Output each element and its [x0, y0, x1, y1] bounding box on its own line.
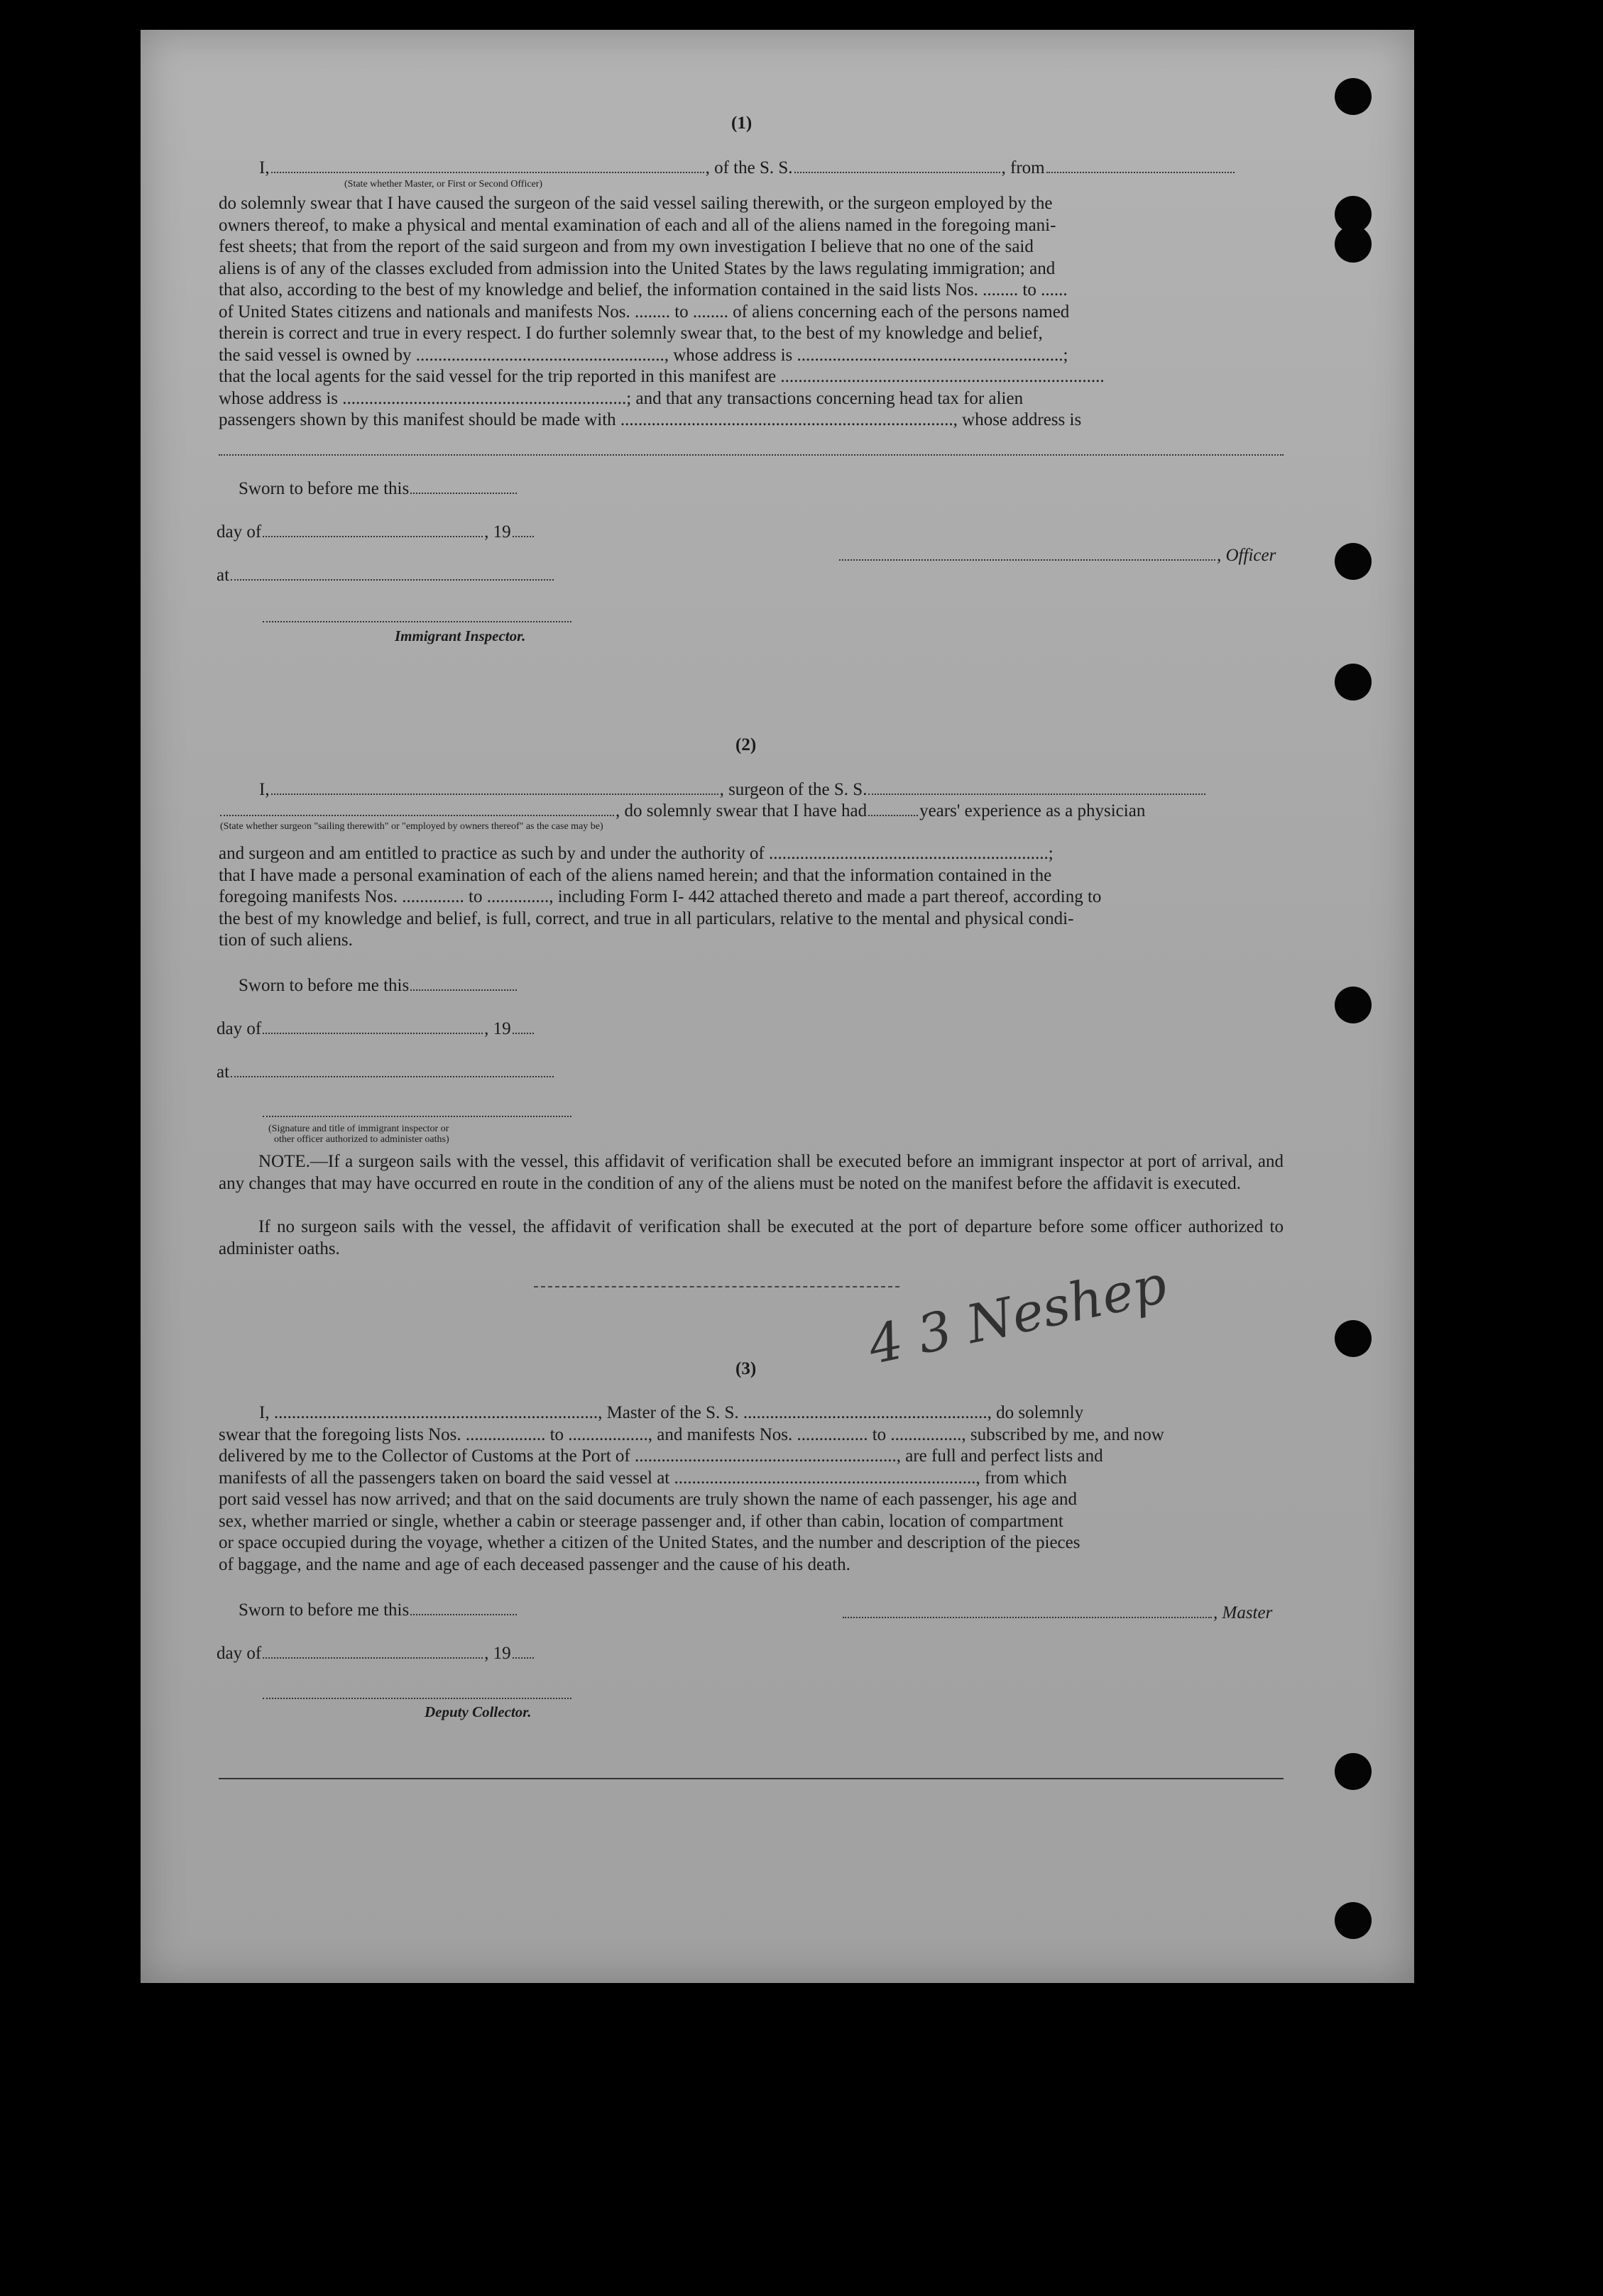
blank-field	[513, 520, 534, 537]
blank-field	[794, 156, 1000, 173]
bottom-rule	[219, 1778, 1284, 1779]
officer-hint: (State whether Master, or First or Second Officer)	[344, 179, 543, 189]
body-line: fest sheets; that from the report of the said surgeon and from my own investigation I believe that no one of the said	[219, 237, 1034, 256]
body-line: whose address is ................................................................; and that any transactions concerning head tax for alien	[219, 388, 1024, 408]
note-text: —If a surgeon sails with the vessel, this affidavit of verification shall be executed before an immigrant inspector at port of arrival, and any changes that may have occurred en route in the condition of any of the aliens must be noted on the manifest before the affidavit is executed.	[219, 1152, 1284, 1193]
body-line: owners thereof, to make a physical and mental examination of each and all of the aliens named in the foregoing mani-	[219, 215, 1056, 235]
blank-field	[271, 778, 718, 795]
body-line: or space occupied during the voyage, whether a citizen of the United States, and the number and description of the pieces	[219, 1533, 1080, 1552]
blank-field	[231, 564, 554, 581]
day-label: day of	[217, 522, 262, 542]
blank-field	[843, 1601, 1212, 1618]
signature-hint: (Signature and title of immigrant inspector or	[268, 1124, 449, 1134]
sworn-label: Sworn to before me this	[239, 1600, 410, 1620]
blank-field	[220, 799, 614, 816]
blank-field	[263, 1017, 483, 1034]
binder-hole	[1335, 664, 1372, 701]
oath-from-label: , from	[1001, 158, 1045, 177]
oath-swear-label: , do solemnly swear that I have had	[616, 801, 868, 820]
surgeon-hint: (State whether surgeon "sailing therewith" or "employed by owners thereof" as the case may be)	[220, 821, 603, 832]
year-label: , 19	[484, 1644, 511, 1663]
binder-hole	[1335, 987, 1372, 1023]
binder-hole	[1335, 1753, 1372, 1790]
at-line	[217, 564, 555, 586]
body-line: do solemnly swear that I have caused the surgeon of the said vessel sailing therewith, or the surgeon employed by the	[219, 194, 1053, 213]
oath-vessel-label: , surgeon of the S. S.	[719, 780, 868, 799]
blank-field	[513, 1017, 534, 1034]
blank-field	[868, 799, 918, 816]
body-line: the best of my knowledge and belief, is full, correct, and true in all particulars, relative to the mental and physical condi-	[219, 908, 1074, 928]
oath-vessel-label: , of the S. S.	[705, 158, 793, 177]
body-line: aliens is of any of the classes excluded from admission into the United States by the laws regulating immigration; and	[219, 258, 1056, 278]
section-3-body	[219, 1402, 1284, 1576]
year-label: , 19	[484, 1019, 511, 1038]
section-2-oath-line-2	[219, 799, 1145, 822]
blank-field	[231, 1060, 554, 1077]
blank-field	[410, 974, 517, 991]
note-text: If no surgeon sails with the vessel, the affidavit of verification shall be executed at the port of departure before some officer authorized to administer oaths.	[219, 1217, 1284, 1258]
section-2-oath-line	[259, 778, 1207, 801]
sworn-line	[239, 477, 518, 500]
at-line	[217, 1060, 555, 1083]
inspector-label: Immigrant Inspector.	[395, 627, 526, 644]
oath-years-label: years' experience as a physician	[919, 801, 1146, 820]
body-line: I, ........................................................................., Master of the S. S. ......................................................., do solemnly	[259, 1403, 1084, 1422]
day-line	[217, 520, 535, 543]
body-line: that I have made a personal examination of each of the aliens named herein; and that the information contained in the	[219, 865, 1052, 885]
sworn-line	[239, 974, 518, 996]
section-divider	[534, 1286, 899, 1287]
body-line: tion of such aliens.	[219, 930, 353, 950]
blank-field	[219, 454, 1284, 456]
blank-field	[513, 1642, 534, 1659]
sworn-label: Sworn to before me this	[239, 976, 410, 995]
blank-field	[868, 778, 1205, 795]
at-label: at	[217, 566, 230, 585]
note-paragraph-2	[219, 1216, 1284, 1260]
at-label: at	[217, 1062, 230, 1082]
body-line: port said vessel has now arrived; and that on the said documents are truly shown the name of each passenger, his age and	[219, 1490, 1078, 1509]
body-line: manifests of all the passengers taken on board the said vessel at ...................................................................., from which	[219, 1468, 1067, 1488]
body-line: therein is correct and true in every respect. I do further solemnly swear that, to the best of my knowledge and belief,	[219, 324, 1043, 343]
blank-field	[263, 1642, 483, 1659]
blank-field	[410, 477, 517, 494]
handwritten-notation: 4 3 Neshep	[863, 1253, 1172, 1377]
officer-line	[838, 544, 1276, 566]
blank-field	[263, 621, 571, 622]
body-line: of baggage, and the name and age of each deceased passenger and the cause of his death.	[219, 1554, 850, 1574]
signature-hint: other officer authorized to administer oaths)	[274, 1134, 449, 1145]
section-3-number: (3)	[735, 1359, 757, 1378]
section-1-body	[219, 193, 1284, 432]
section-2-body	[219, 843, 1284, 952]
body-line: of United States citizens and nationals and manifests Nos. ........ to ........ of aliens concerning each of the persons named	[219, 302, 1070, 322]
blank-field	[271, 156, 704, 173]
blank-field	[263, 520, 483, 537]
blank-field	[263, 1698, 571, 1699]
oath-prefix: I,	[259, 158, 270, 177]
officer-label: , Officer	[1217, 546, 1276, 565]
year-label: , 19	[484, 522, 511, 542]
sworn-label: Sworn to before me this	[239, 479, 410, 498]
day-line	[217, 1017, 535, 1040]
section-1-oath-line	[259, 156, 1236, 179]
binder-hole	[1335, 543, 1372, 580]
day-line	[217, 1642, 535, 1664]
binder-hole	[1335, 78, 1372, 115]
day-label: day of	[217, 1644, 262, 1663]
sworn-line	[239, 1598, 518, 1621]
body-line: swear that the foregoing lists Nos. .................. to .................., and manifests Nos. ................ to ................, subscribed by me, and now	[219, 1424, 1164, 1444]
day-label: day of	[217, 1019, 262, 1038]
binder-hole	[1335, 1902, 1372, 1939]
note-label: NOTE.	[258, 1152, 310, 1171]
blank-field	[410, 1598, 517, 1615]
deputy-label: Deputy Collector.	[425, 1703, 532, 1720]
binder-hole	[1335, 1320, 1372, 1357]
section-2-number: (2)	[735, 735, 757, 754]
body-line: that also, according to the best of my knowledge and belief, the information contained in the said lists Nos. ........ to ......	[219, 280, 1068, 300]
body-line: and surgeon and am entitled to practice as such by and under the authority of ...............................................................;	[219, 844, 1054, 863]
blank-field	[263, 1116, 571, 1117]
section-1-number: (1)	[731, 114, 753, 133]
body-line: sex, whether married or single, whether a cabin or steerage passenger and, if other than cabin, location of compartment	[219, 1511, 1063, 1531]
oath-prefix: I,	[259, 780, 270, 799]
body-line: passengers shown by this manifest should be made with ..........................................................................., whose address is	[219, 410, 1082, 429]
body-line: that the local agents for the said vessel for the trip reported in this manifest are .........................................................................	[219, 367, 1105, 386]
binder-hole	[1335, 226, 1372, 263]
master-label: , Master	[1213, 1603, 1273, 1622]
master-line	[841, 1601, 1272, 1624]
blank-field	[1046, 156, 1235, 173]
body-line: foregoing manifests Nos. .............. to .............., including Form I- 442 attached thereto and made a part thereof, according to	[219, 887, 1102, 906]
body-line: delivered by me to the Collector of Customs at the Port of ..........................................................., are full and perfect lists and	[219, 1446, 1103, 1466]
body-line: the said vessel is owned by ........................................................, whose address is ............................................................;	[219, 345, 1068, 365]
blank-field	[839, 544, 1215, 561]
note-paragraph	[219, 1151, 1284, 1194]
